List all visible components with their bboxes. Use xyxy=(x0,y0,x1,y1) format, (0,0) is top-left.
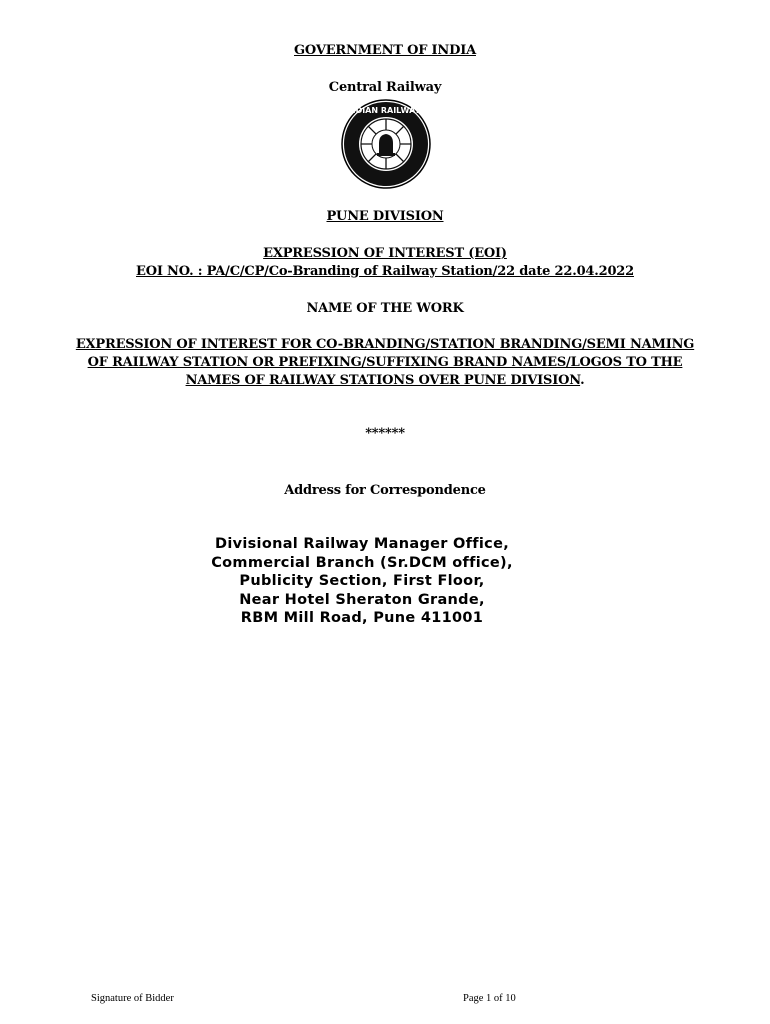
railway-name: Central Railway xyxy=(328,80,442,95)
address-line-4: Near Hotel Sheraton Grande, xyxy=(239,592,485,608)
work-title-period: . xyxy=(580,373,585,388)
address-line-2: Commercial Branch (Sr.DCM office), xyxy=(211,555,513,571)
address-line-5: RBM Mill Road, Pune 411001 xyxy=(240,610,484,626)
work-title-line-2: OF RAILWAY STATION OR PREFIXING/SUFFIXING BRAND NAMES/LOGOS TO THE xyxy=(87,355,683,370)
address-line-1: Divisional Railway Manager Office, xyxy=(214,536,510,552)
separator-stars: ****** xyxy=(365,426,405,441)
address-line-3: Publicity Section, First Floor, xyxy=(239,573,485,589)
eoi-title: EXPRESSION OF INTEREST (EOI) xyxy=(263,246,507,261)
logo-text-top: INDIAN RAILWAYS xyxy=(345,106,427,115)
indian-railways-emblem-icon xyxy=(341,99,431,189)
work-heading: NAME OF THE WORK xyxy=(306,301,464,316)
work-title-line-3: NAMES OF RAILWAY STATIONS OVER PUNE DIVISION xyxy=(185,373,581,388)
division-heading: PUNE DIVISION xyxy=(326,209,444,224)
work-title-line-3-wrap xyxy=(0,373,770,388)
government-heading: GOVERNMENT OF INDIA xyxy=(294,43,476,58)
correspondence-heading: Address for Correspondence xyxy=(284,483,486,498)
page-number: Page 1 of 10 xyxy=(463,993,516,1004)
work-title-line-1: EXPRESSION OF INTEREST FOR CO-BRANDING/STATION BRANDING/SEMI NAMING xyxy=(75,337,695,352)
eoi-number: EOI NO. : PA/C/CP/Co-Branding of Railway Station/22 date 22.04.2022 xyxy=(136,264,634,279)
signature-label: Signature of Bidder xyxy=(91,993,174,1004)
